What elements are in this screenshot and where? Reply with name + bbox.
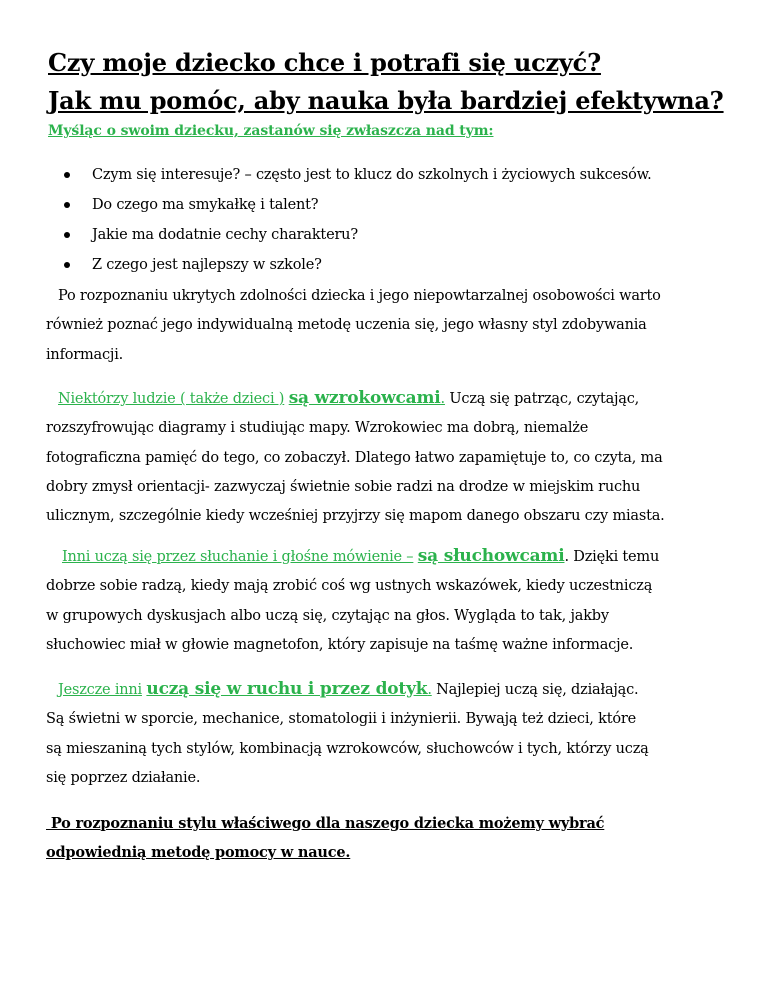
list-item: Z czego jest najlepszy w szkole?: [60, 250, 652, 280]
visual-lead: Niektórzy ludzie ( także dzieci ): [58, 391, 285, 407]
auditory-lead: Inni uczą się przez słuchanie i głośne mówienie –: [62, 549, 414, 565]
list-item: Do czego ma smykałkę i talent?: [60, 190, 652, 220]
visual-learners-paragraph: Niektórzy ludzie ( także dzieci ) są wzrokowcami. Uczą się patrząc, czytając, rozszyfrowując diagramy i studiując mapy. Wzrokowiec ma dobrą, niemalże fotograficzna pamięć do tego, co zobaczył. Dlatego łatwo zapamiętuje to, co czyta, ma dobry zmysł orientacji- zazwyczaj świetnie sobie radzi na drodze w miejskim ruchu ulicznym, szczególnie kiedy wcześniej przyjrzy się mapom danego obszaru czy miasta.: [46, 388, 665, 525]
intro-paragraph: Po rozpoznaniu ukrytych zdolności dziecka i jego niepowtarzalnej osobowości warto również poznać jego indywidualną metodę uczenia się, jego własny styl zdobywania informacji.: [46, 288, 661, 363]
title-line-1: Czy moje dziecko chce i potrafi się uczyć?: [48, 48, 601, 77]
bullet-icon: [64, 232, 70, 238]
auditory-learners-paragraph: Inni uczą się przez słuchanie i głośne mówienie – są słuchowcami. Dzięki temu dobrze sobie radzą, kiedy mają zrobić coś wg ustnych wskazówek, kiedy uczestniczą w grupowych dyskusjach albo uczą się, czytając na głos. Wygląda to tak, jakby słuchowiec miał w głowie magnetofon, który zapisuje na taśmę ważne informacje.: [46, 546, 660, 653]
bullet-icon: [64, 202, 70, 208]
page-title: [48, 44, 748, 120]
closing-statement: Po rozpoznaniu stylu właściwego dla naszego dziecka możemy wybrać odpowiednią metodę pomocy w nauce.: [46, 815, 605, 862]
bullet-icon: [64, 172, 70, 178]
kinesthetic-lead: Jeszcze inni: [58, 682, 142, 698]
kinesthetic-learners-paragraph: Jeszcze inni uczą się w ruchu i przez dotyk. Najlepiej uczą się, działając. Są świetni w sporcie, mechanice, stomatologii i inżynierii. Bywają też dzieci, które są mieszaniną tych stylów, kombinacją wzrokowców, słuchowców i tych, którzy uczą się poprzez działanie.: [46, 679, 649, 786]
auditory-keyword: są słuchowcami: [417, 546, 565, 566]
visual-keyword: są wzrokowcami: [288, 388, 441, 408]
bullet-icon: [64, 262, 70, 268]
list-item: Czym się interesuje? – często jest to klucz do szkolnych i życiowych sukcesów.: [60, 160, 652, 190]
subheading: Myśląc o swoim dziecku, zastanów się zwłaszcza nad tym:: [48, 123, 494, 139]
list-item: Jakie ma dodatnie cechy charakteru?: [60, 220, 652, 250]
title-line-2: Jak mu pomóc, aby nauka była bardziej efektywna?: [48, 86, 724, 115]
question-list: [60, 160, 652, 280]
kinesthetic-keyword: uczą się w ruchu i przez dotyk: [146, 679, 428, 699]
